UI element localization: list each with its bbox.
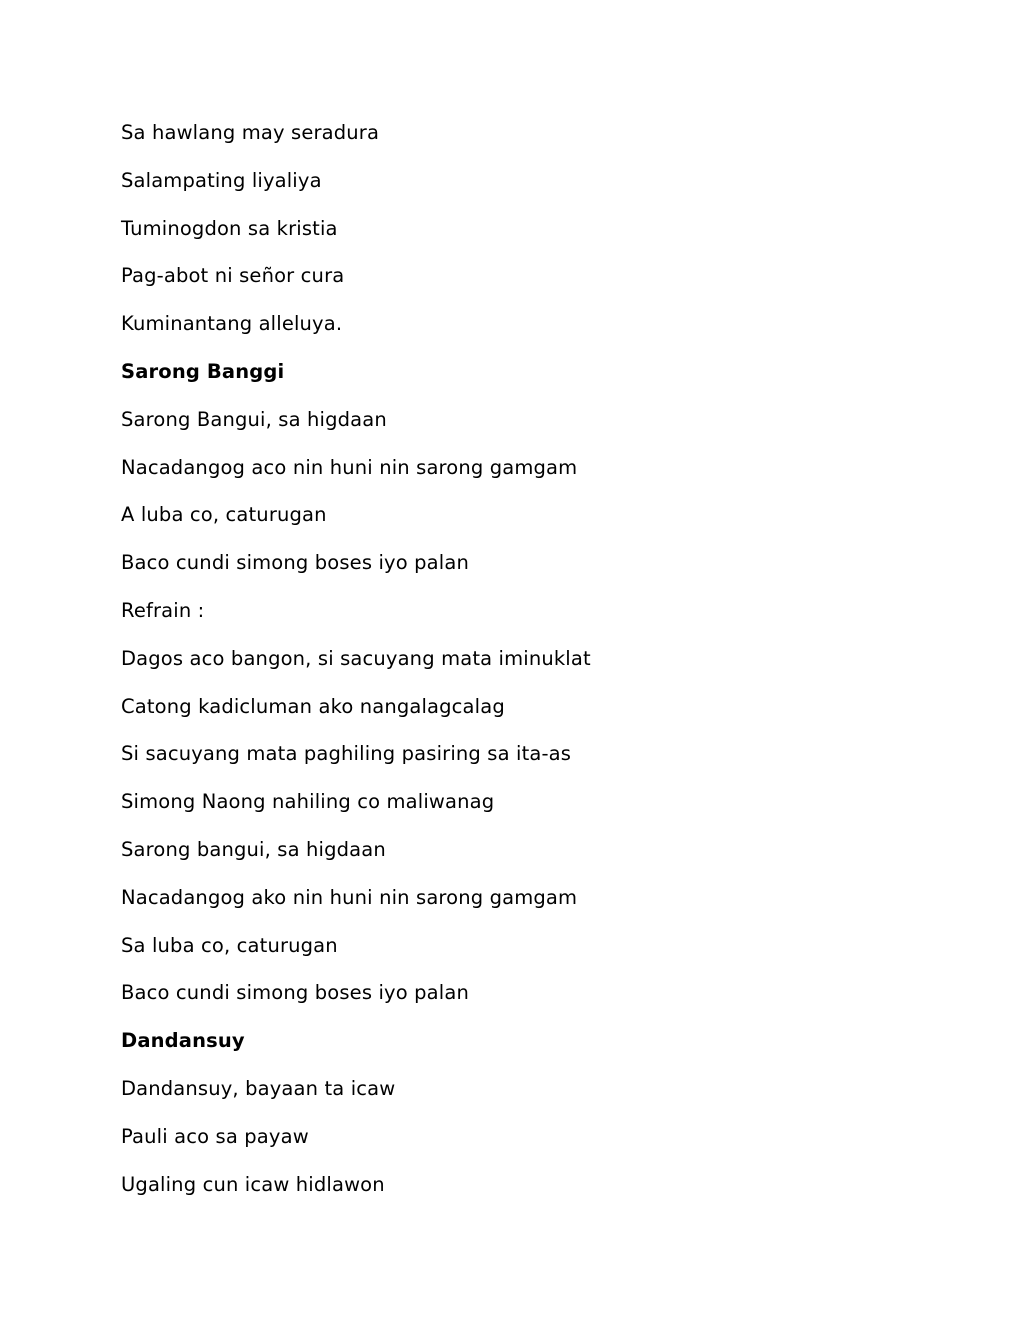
text-line: Nacadangog aco nin huni nin sarong gamgam (121, 455, 578, 479)
text-line: Pauli aco sa payaw (121, 1124, 309, 1148)
text-line: Salampating liyaliya (121, 168, 322, 192)
text-line: Dandansuy, bayaan ta icaw (121, 1076, 396, 1100)
text-line: A luba co, caturugan (121, 503, 327, 527)
text-line: Sa hawlang may seradura (121, 121, 380, 144)
text-line: Simong Naong nahiling co maliwanag (121, 790, 495, 814)
text-line: Si sacuyang mata paghiling pasiring sa ita-as (121, 742, 572, 766)
text-line: Sa luba co, caturugan (121, 933, 338, 957)
text-line: Baco cundi simong boses iyo palan (121, 551, 469, 575)
text-line: Tuminogdon sa kristia (121, 216, 338, 240)
text-line: Ugaling cun icaw hidlawon (121, 1172, 385, 1196)
text-line: Sarong Bangui, sa higdaan (121, 407, 387, 431)
text-line: Sarong bangui, sa higdaan (121, 837, 386, 861)
text-line: Catong kadicluman ako nangalagcalag (121, 694, 505, 718)
text-line: Pag-abot ni señor cura (121, 264, 345, 288)
section-heading: Dandansuy (121, 1029, 245, 1053)
text-line: Nacadangog ako nin huni nin sarong gamgam (121, 885, 578, 909)
section-heading: Sarong Banggi (121, 359, 285, 383)
lyrics-text (121, 119, 921, 1218)
text-line: Baco cundi simong boses iyo palan (121, 981, 469, 1005)
text-line: Refrain : (121, 598, 205, 622)
text-line: Dagos aco bangon, si sacuyang mata iminuklat (121, 646, 591, 670)
text-line: Kuminantang alleluya. (121, 312, 343, 336)
